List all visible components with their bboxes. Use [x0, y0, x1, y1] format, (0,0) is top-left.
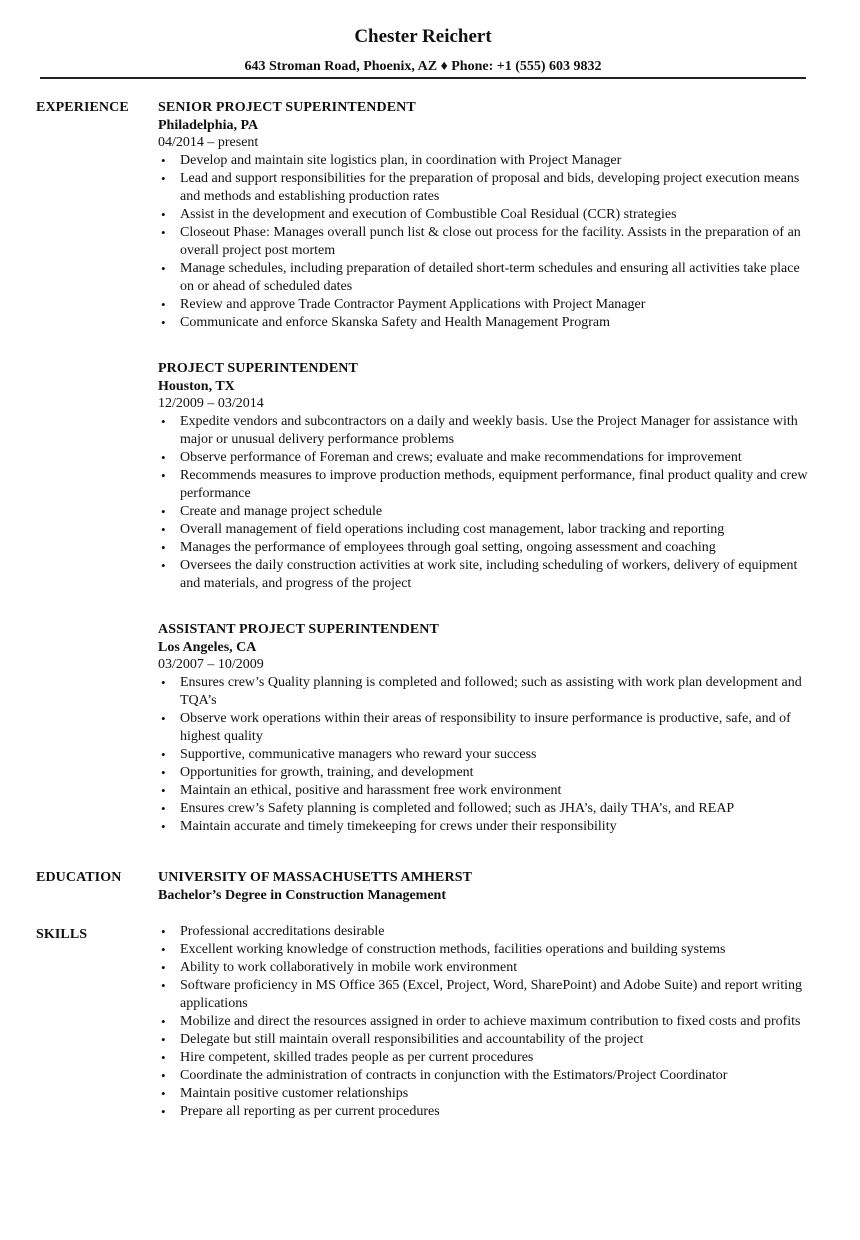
- job-title: PROJECT SUPERINTENDENT: [158, 361, 358, 376]
- duty-item: • Opportunities for growth, training, and development: [158, 764, 813, 782]
- duty-item: • Overall management of field operations including cost management, labor tracking and reporting: [158, 521, 813, 539]
- section-heading-education: EDUCATION: [36, 870, 122, 885]
- header-divider: [40, 77, 806, 79]
- job-dates: 12/2009 – 03/2014: [158, 396, 264, 411]
- experience-body: [158, 96, 813, 836]
- duty-item: • Maintain an ethical, positive and harassment free work environment: [158, 782, 813, 800]
- skill-item: • Excellent working knowledge of construction methods, facilities operations and building systems: [158, 941, 813, 959]
- duty-item: • Closeout Phase: Manages overall punch list & close out process for the facility. Assists in the preparation of an overall project post mortem: [158, 224, 813, 260]
- skill-item: • Software proficiency in MS Office 365 (Excel, Project, Word, SharePoint) and Adobe Suite) and report writing applications: [158, 977, 813, 1013]
- skill-item: • Mobilize and direct the resources assigned in order to achieve maximum contribution to fixed costs and profits: [158, 1013, 813, 1031]
- duty-item: • Observe performance of Foreman and crews; evaluate and make recommendations for improvement: [158, 449, 813, 467]
- job-location: Los Angeles, CA: [158, 640, 257, 655]
- contact-line: 643 Stroman Road, Phoenix, AZ ♦ Phone: +1 (555) 603 9832: [244, 59, 602, 74]
- duty-item: • Ensures crew’s Quality planning is completed and followed; such as assisting with work plan development and TQA’s: [158, 674, 813, 710]
- skills-body: [158, 923, 813, 1121]
- skill-item: • Prepare all reporting as per current procedures: [158, 1103, 813, 1121]
- job-entry: [158, 96, 813, 332]
- duty-item: • Recommends measures to improve production methods, equipment performance, final product quality and crew performance: [158, 467, 813, 503]
- duty-item: • Develop and maintain site logistics plan, in coordination with Project Manager: [158, 152, 813, 170]
- job-dates: 04/2014 – present: [158, 135, 259, 150]
- degree-name: Bachelor’s Degree in Construction Management: [158, 888, 446, 903]
- school-name: UNIVERSITY OF MASSACHUSETTS AMHERST: [158, 870, 473, 885]
- section-heading-experience: EXPERIENCE: [36, 100, 129, 115]
- duty-item: • Manage schedules, including preparation of detailed short-term schedules and ensuring all activities take place on or ahead of scheduled dates: [158, 260, 813, 296]
- duty-item: • Assist in the development and execution of Combustible Coal Residual (CCR) strategies: [158, 206, 813, 224]
- skill-item: • Hire competent, skilled trades people as per current procedures: [158, 1049, 813, 1067]
- experience-section: [0, 96, 860, 836]
- skills-section: [0, 923, 860, 1121]
- skills-list: [158, 923, 813, 1121]
- job-duties-list: [158, 674, 813, 836]
- skill-item: • Delegate but still maintain overall responsibilities and accountability of the project: [158, 1031, 813, 1049]
- education-section: [0, 866, 860, 905]
- duty-item: • Observe work operations within their areas of responsibility to insure performance is productive, safe, and of highest quality: [158, 710, 813, 746]
- section-heading-skills: SKILLS: [36, 927, 88, 942]
- skill-item: • Professional accreditations desirable: [158, 923, 813, 941]
- candidate-name: Chester Reichert: [354, 26, 492, 47]
- skill-item: • Ability to work collaboratively in mobile work environment: [158, 959, 813, 977]
- duty-item: • Lead and support responsibilities for the preparation of proposal and bids, developing project execution means and methods and establishing production rates: [158, 170, 813, 206]
- job-duties-list: [158, 152, 813, 332]
- job-location: Philadelphia, PA: [158, 118, 259, 133]
- job-title: SENIOR PROJECT SUPERINTENDENT: [158, 100, 416, 115]
- resume-content: [0, 96, 860, 1121]
- duty-item: • Communicate and enforce Skanska Safety and Health Management Program: [158, 314, 813, 332]
- duty-item: • Oversees the daily construction activities at work site, including scheduling of workers, delivery of equipment and materials, and progress of the project: [158, 557, 813, 593]
- skill-item: • Coordinate the administration of contracts in conjunction with the Estimators/Project Coordinator: [158, 1067, 813, 1085]
- education-body: [158, 866, 813, 905]
- duty-item: • Supportive, communicative managers who reward your success: [158, 746, 813, 764]
- job-duties-list: [158, 413, 813, 593]
- job-entry: [158, 357, 813, 593]
- job-location: Houston, TX: [158, 379, 235, 394]
- duty-item: • Expedite vendors and subcontractors on a daily and weekly basis. Use the Project Manager for assistance with major or unusual delivery performance problems: [158, 413, 813, 449]
- job-entry: [158, 618, 813, 836]
- duty-item: • Create and manage project schedule: [158, 503, 813, 521]
- duty-item: • Maintain accurate and timely timekeeping for crews under their responsibility: [158, 818, 813, 836]
- duty-item: • Manages the performance of employees through goal setting, ongoing assessment and coaching: [158, 539, 813, 557]
- duty-item: • Review and approve Trade Contractor Payment Applications with Project Manager: [158, 296, 813, 314]
- duty-item: • Ensures crew’s Safety planning is completed and followed; such as JHA’s, daily THA’s, and REAP: [158, 800, 813, 818]
- job-title: ASSISTANT PROJECT SUPERINTENDENT: [158, 622, 439, 637]
- job-dates: 03/2007 – 10/2009: [158, 657, 264, 672]
- skill-item: • Maintain positive customer relationships: [158, 1085, 813, 1103]
